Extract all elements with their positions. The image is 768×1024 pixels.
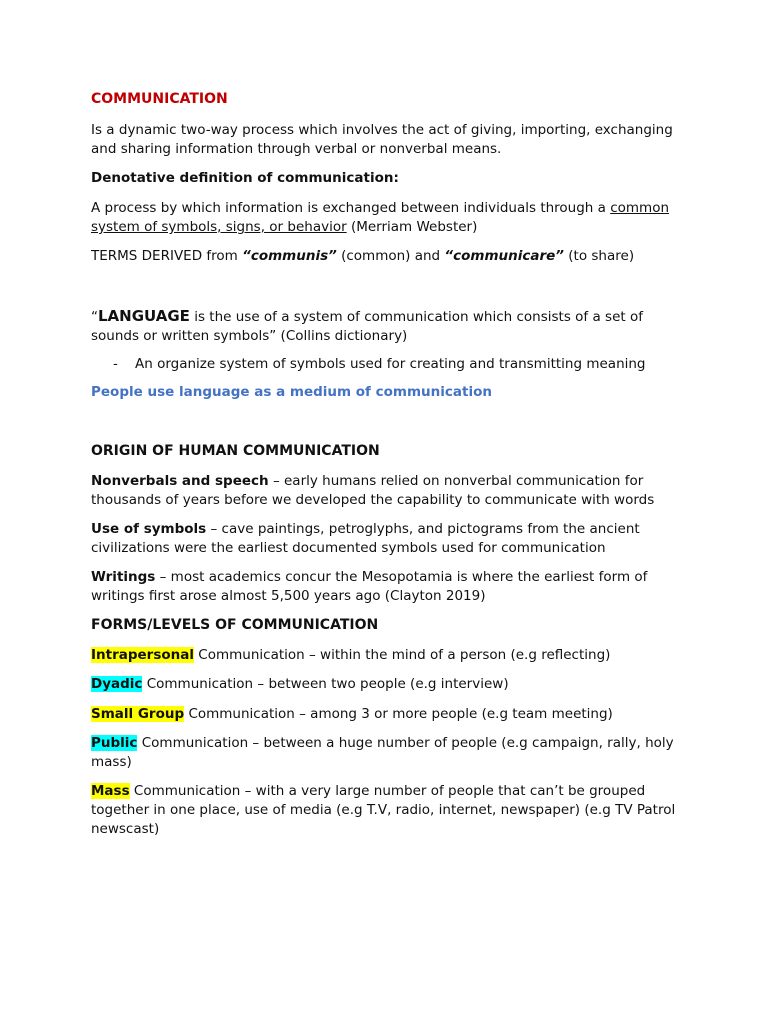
language-rest: is the use of a system of communication which consists of a set of sounds or written symbols” (Collins dictionary) bbox=[91, 309, 643, 344]
forms-item bbox=[91, 782, 681, 839]
terms-prefix: TERMS DERIVED from bbox=[91, 248, 243, 264]
language-open-quote: “ bbox=[91, 309, 98, 325]
origin-text: – cave paintings, petroglyphs, and pictograms from the ancient civilizations were the earliest documented symbols used for communication bbox=[91, 521, 640, 556]
denotative-text-before: A process by which information is exchanged between individuals through a bbox=[91, 200, 611, 216]
document-title: COMMUNICATION bbox=[91, 91, 228, 107]
origin-heading: ORIGIN OF HUMAN COMMUNICATION bbox=[91, 443, 380, 459]
bullet-dash: - bbox=[113, 356, 118, 372]
forms-item bbox=[91, 675, 681, 694]
bullet-text: An organize system of symbols used for creating and transmitting meaning bbox=[135, 356, 646, 372]
forms-text: Communication – between a huge number of people (e.g campaign, rally, holy mass) bbox=[91, 735, 674, 770]
origin-term: Use of symbols bbox=[91, 521, 207, 537]
language-word: LANGUAGE bbox=[98, 307, 190, 325]
origin-item bbox=[91, 520, 681, 558]
forms-term-highlight: Intrapersonal bbox=[91, 647, 194, 663]
forms-item bbox=[91, 705, 681, 724]
forms-term-highlight: Dyadic bbox=[91, 676, 143, 692]
language-bullet bbox=[113, 356, 681, 372]
origin-term: Writings bbox=[91, 569, 156, 585]
language-definition bbox=[91, 307, 681, 346]
origin-term: Nonverbals and speech bbox=[91, 473, 269, 489]
intro-paragraph: Is a dynamic two-way process which involves the act of giving, importing, exchanging and sharing information through verbal or nonverbal means. bbox=[91, 122, 673, 157]
forms-term-highlight: Mass bbox=[91, 783, 130, 799]
forms-heading: FORMS/LEVELS OF COMMUNICATION bbox=[91, 617, 379, 633]
origin-text: – most academics concur the Mesopotamia is where the earliest form of writings first arose almost 5,500 years ago (Clayton 2019) bbox=[91, 569, 648, 604]
terms-mid: (common) and bbox=[336, 248, 445, 264]
terms-derived bbox=[91, 247, 681, 266]
origin-item bbox=[91, 472, 681, 510]
denotative-heading: Denotative definition of communication: bbox=[91, 170, 399, 186]
forms-term-highlight: Public bbox=[91, 735, 138, 751]
origin-item bbox=[91, 568, 681, 606]
language-highlight: People use language as a medium of communication bbox=[91, 384, 492, 400]
term-communicare: “communicare” bbox=[444, 248, 564, 264]
denotative-underlined: common system of symbols, signs, or behavior bbox=[91, 200, 670, 235]
origin-text: – early humans relied on nonverbal communication for thousands of years before we developed the capability to communicate with words bbox=[91, 473, 655, 508]
denotative-definition bbox=[91, 199, 681, 237]
forms-text: Communication – among 3 or more people (e.g team meeting) bbox=[184, 706, 613, 722]
forms-text: Communication – between two people (e.g interview) bbox=[142, 676, 509, 692]
forms-text: Communication – within the mind of a person (e.g reflecting) bbox=[194, 647, 611, 663]
term-communis: “communis” bbox=[242, 248, 337, 264]
terms-suffix: (to share) bbox=[564, 248, 635, 264]
forms-item bbox=[91, 734, 681, 772]
forms-text: Communication – with a very large number of people that can’t be grouped together in one place, use of media (e.g T.V, radio, internet, newspaper) (e.g TV Patrol newscast) bbox=[91, 783, 676, 837]
forms-term-highlight: Small Group bbox=[91, 706, 185, 722]
document-page bbox=[91, 90, 681, 839]
forms-item bbox=[91, 646, 681, 665]
denotative-source: (Merriam Webster) bbox=[346, 219, 478, 235]
